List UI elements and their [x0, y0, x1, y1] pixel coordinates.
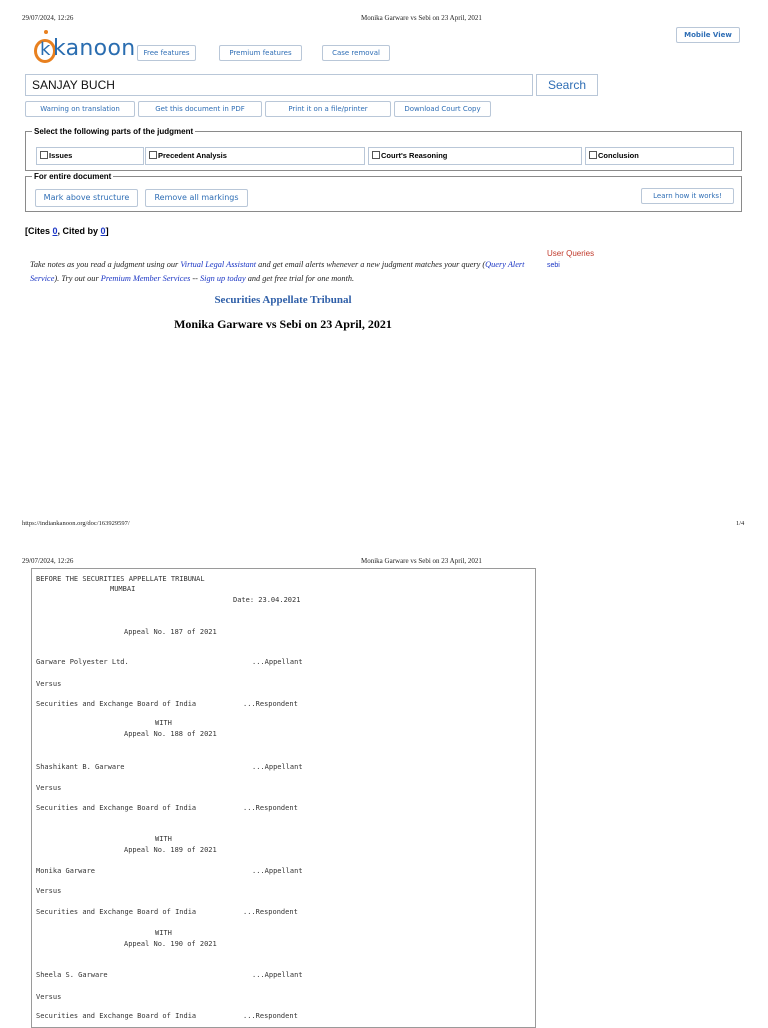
respondent-role: ...Respondent — [243, 908, 298, 916]
query-alert-service-link[interactable]: Query Alert Service — [30, 260, 525, 283]
print-date: 29/07/2024, 12:26 — [22, 14, 74, 22]
appellant-name: Shashikant B. Garware — [36, 763, 125, 771]
user-queries-title: User Queries — [547, 249, 595, 258]
logo-k-icon: k — [40, 39, 51, 60]
promo-part: and get email alerts whenever a new judgment matches your query ( — [256, 260, 486, 269]
print-footer-url: https://indiankanoon.org/doc/163929597/ — [22, 520, 130, 527]
cites-prefix: [Cites — [25, 226, 53, 236]
appellant-role: ...Appellant — [252, 971, 303, 979]
respondent-name: Securities and Exchange Board of India — [36, 700, 197, 708]
respondent-role: ...Respondent — [243, 700, 298, 708]
case-removal-button[interactable]: Case removal — [322, 45, 390, 61]
cites-mid: , Cited by — [57, 226, 101, 236]
print-title-2: Monika Garware vs Sebi on 23 April, 2021 — [361, 557, 482, 565]
order-date: Date: 23.04.2021 — [233, 596, 301, 604]
learn-how-button[interactable]: Learn how it works! — [641, 188, 734, 204]
print-date-2: 29/07/2024, 12:26 — [22, 557, 74, 565]
cites-suffix: ] — [105, 226, 109, 236]
respondent-role: ...Respondent — [243, 1012, 298, 1020]
issues-label: Issues — [49, 151, 73, 160]
with-text: WITH — [155, 719, 172, 727]
judgment-text-box — [31, 568, 536, 1028]
checkbox-icon[interactable] — [372, 151, 380, 159]
conclusion-option[interactable] — [585, 147, 734, 165]
checkbox-icon[interactable] — [40, 151, 48, 159]
logo-text: kanoon — [53, 36, 136, 61]
search-button[interactable]: Search — [536, 74, 598, 96]
respondent-role: ...Respondent — [243, 804, 298, 812]
appellant-role: ...Appellant — [252, 658, 303, 666]
tribunal-city: MUMBAI — [110, 585, 136, 593]
precedent-analysis-option[interactable] — [145, 147, 365, 165]
virtual-legal-assistant-link[interactable]: Virtual Legal Assistant — [180, 260, 257, 269]
appeal-number: Appeal No. 188 of 2021 — [124, 730, 217, 738]
cites-line — [25, 226, 109, 236]
user-query-item[interactable]: sebi — [547, 262, 560, 269]
promo-part: ). Try out our — [54, 274, 101, 283]
versus-text: Versus — [36, 993, 62, 1001]
appellant-role: ...Appellant — [252, 763, 303, 771]
checkbox-icon[interactable] — [589, 151, 597, 159]
print-button[interactable]: Print it on a file/printer — [265, 101, 391, 117]
versus-text: Versus — [36, 887, 62, 895]
checkbox-icon[interactable] — [149, 151, 157, 159]
parts-legend: Select the following parts of the judgment — [34, 127, 194, 136]
print-title: Monika Garware vs Sebi on 23 April, 2021 — [361, 14, 482, 22]
appellant-role: ...Appellant — [252, 867, 303, 875]
warning-translation-button[interactable]: Warning on translation — [25, 101, 135, 117]
appellant-name: Garware Polyester Ltd. — [36, 658, 129, 666]
doc-title: Monika Garware vs Sebi on 23 April, 2021 — [174, 317, 392, 331]
versus-text: Versus — [36, 680, 62, 688]
logo-dot-icon — [44, 30, 48, 34]
cited-by-count-link[interactable]: 0 — [100, 226, 106, 236]
cites-count-link[interactable]: 0 — [52, 226, 58, 236]
kanoon-logo[interactable] — [32, 30, 136, 70]
mobile-view-button[interactable]: Mobile View — [676, 27, 740, 43]
premium-features-button[interactable]: Premium features — [219, 45, 302, 61]
court-name: Securities Appellate Tribunal — [214, 294, 352, 306]
free-features-button[interactable]: Free features — [137, 45, 196, 61]
with-text: WITH — [155, 929, 172, 937]
tribunal-heading: BEFORE THE SECURITIES APPELLATE TRIBUNAL — [36, 575, 205, 583]
appeal-number: Appeal No. 187 of 2021 — [124, 628, 217, 636]
sign-up-link[interactable]: Sign up today — [200, 274, 246, 283]
with-text: WITH — [155, 835, 172, 843]
appeal-number: Appeal No. 189 of 2021 — [124, 846, 217, 854]
get-pdf-button[interactable]: Get this document in PDF — [138, 101, 262, 117]
courts-reasoning-label: Court's Reasoning — [381, 151, 448, 160]
promo-part: Take notes as you read a judgment using our — [30, 260, 181, 269]
respondent-name: Securities and Exchange Board of India — [36, 908, 197, 916]
appellant-name: Sheela S. Garware — [36, 971, 108, 979]
respondent-name: Securities and Exchange Board of India — [36, 1012, 197, 1020]
remove-markings-button[interactable]: Remove all markings — [145, 189, 248, 207]
search-input[interactable]: SANJAY BUCH — [25, 74, 533, 96]
precedent-analysis-label: Precedent Analysis — [158, 151, 227, 160]
print-footer-page: 1/4 — [736, 520, 745, 527]
premium-member-services-link[interactable]: Premium Member Services — [100, 274, 191, 283]
promo-part: and get free trial for one month. — [245, 274, 355, 283]
respondent-name: Securities and Exchange Board of India — [36, 804, 197, 812]
promo-part: -- — [190, 274, 200, 283]
mark-structure-button[interactable]: Mark above structure — [35, 189, 138, 207]
issues-option[interactable] — [36, 147, 144, 165]
download-court-copy-button[interactable]: Download Court Copy — [394, 101, 491, 117]
courts-reasoning-option[interactable] — [368, 147, 582, 165]
conclusion-label: Conclusion — [598, 151, 639, 160]
appeal-number: Appeal No. 190 of 2021 — [124, 940, 217, 948]
promo-text — [30, 258, 542, 286]
entire-doc-legend: For entire document — [34, 172, 112, 181]
versus-text: Versus — [36, 784, 62, 792]
appellant-name: Monika Garware — [36, 867, 96, 875]
